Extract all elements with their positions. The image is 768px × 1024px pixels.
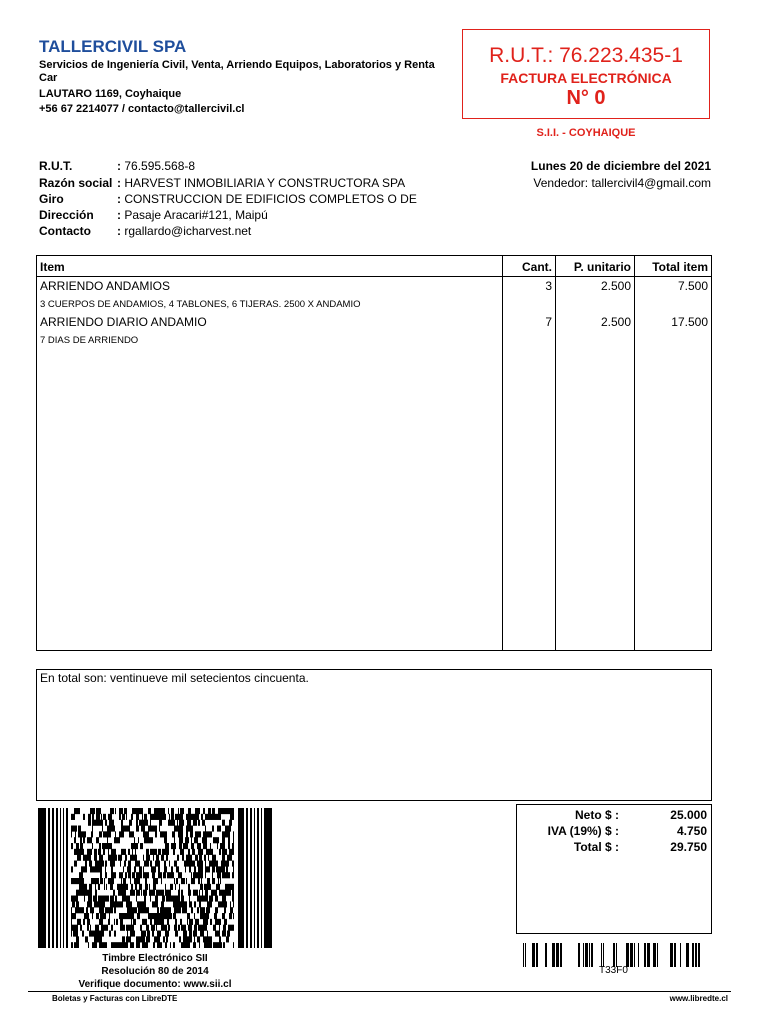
total-value: 29.750 [670, 840, 707, 854]
header-item: Item [40, 260, 65, 274]
footer-link[interactable]: www.libredte.cl [669, 994, 728, 1003]
issue-date: Lunes 20 de diciembre del 2021 [530, 159, 711, 173]
footer-credit: Boletas y Facturas con LibreDTE [52, 994, 178, 1003]
sii-office: S.I.I. - COYHAIQUE [536, 127, 636, 139]
item-name: ARRIENDO ANDAMIOS [40, 279, 171, 293]
colon: : [117, 208, 121, 222]
issuer-rut: R.U.T.: 76.223.435-1 [489, 44, 683, 67]
net-label: Neto $ : [574, 808, 619, 822]
customer-contact: rgallardo@icharvest.net [124, 224, 252, 238]
company-description: Servicios de Ingeniería Civil, Venta, Arriendo Equipos, Laboratorios y Renta Car [39, 59, 435, 84]
stamp-title: Timbre Electrónico SII [102, 953, 208, 964]
tax-value: 4.750 [676, 824, 707, 838]
header-divider [37, 276, 711, 277]
seller: Vendedor: tallercivil4@gmail.com [533, 176, 711, 190]
stamp-verify: Verifique documento: www.sii.cl [78, 979, 232, 990]
item-qty: 3 [545, 279, 552, 293]
customer-business-label: Giro [39, 192, 64, 206]
total-label: Total $ : [573, 840, 619, 854]
header-total: Total item [652, 260, 708, 274]
customer-contact-label: Contacto [39, 224, 91, 238]
item-unit-price: 2.500 [600, 315, 631, 329]
item-unit-price: 2.500 [600, 279, 631, 293]
colon: : [117, 224, 121, 238]
customer-business: CONSTRUCCION DE EDIFICIOS COMPLETOS O DE [124, 192, 417, 206]
company-address: LAUTARO 1169, Coyhaique [39, 88, 182, 100]
customer-address-value [117, 208, 268, 222]
header-qty: Cant. [522, 260, 552, 274]
pdf417-barcode [38, 808, 272, 948]
linear-barcode [520, 943, 700, 967]
customer-name-label: Razón social [39, 176, 113, 190]
customer-contact-value [117, 224, 251, 238]
customer-address-label: Dirección [39, 208, 94, 222]
colon: : [117, 192, 121, 206]
item-total: 17.500 [671, 315, 708, 329]
item-description: 7 DIAS DE ARRIENDO [40, 335, 139, 346]
document-id-box [462, 29, 710, 119]
colon: : [117, 176, 121, 190]
customer-business-value [117, 192, 417, 206]
items-table [36, 255, 712, 651]
item-name: ARRIENDO DIARIO ANDAMIO [40, 315, 207, 329]
total-in-words: En total son: ventinueve mil setecientos cincuenta. [40, 671, 309, 685]
colon: : [117, 159, 121, 173]
document-number: N° 0 [566, 87, 606, 109]
document-type: FACTURA ELECTRÓNICA [500, 70, 672, 86]
header-unit-price: P. unitario [573, 260, 631, 274]
total-in-words-box [36, 669, 712, 801]
footer-divider [28, 991, 731, 992]
customer-rut: 76.595.568-8 [124, 159, 196, 173]
item-qty: 7 [545, 315, 552, 329]
net-value: 25.000 [670, 808, 707, 822]
barcode-code: T33F0 [599, 965, 628, 976]
customer-rut-label: R.U.T. [39, 159, 73, 173]
customer-name-value [117, 176, 405, 190]
customer-rut-value [117, 159, 195, 173]
tax-label: IVA (19%) $ : [547, 824, 619, 838]
customer-name: HARVEST INMOBILIARIA Y CONSTRUCTORA SPA [124, 176, 406, 190]
stamp-resolution: Resolución 80 de 2014 [101, 966, 209, 977]
item-description: 3 CUERPOS DE ANDAMIOS, 4 TABLONES, 6 TIJERAS. 2500 X ANDAMIO [40, 299, 361, 310]
totals-box [516, 804, 712, 934]
company-name: TALLERCIVIL SPA [39, 37, 187, 56]
customer-address: Pasaje Aracari#121, Maipú [124, 208, 268, 222]
company-contact: +56 67 2214077 / contacto@tallercivil.cl [39, 103, 245, 115]
item-total: 7.500 [677, 279, 708, 293]
